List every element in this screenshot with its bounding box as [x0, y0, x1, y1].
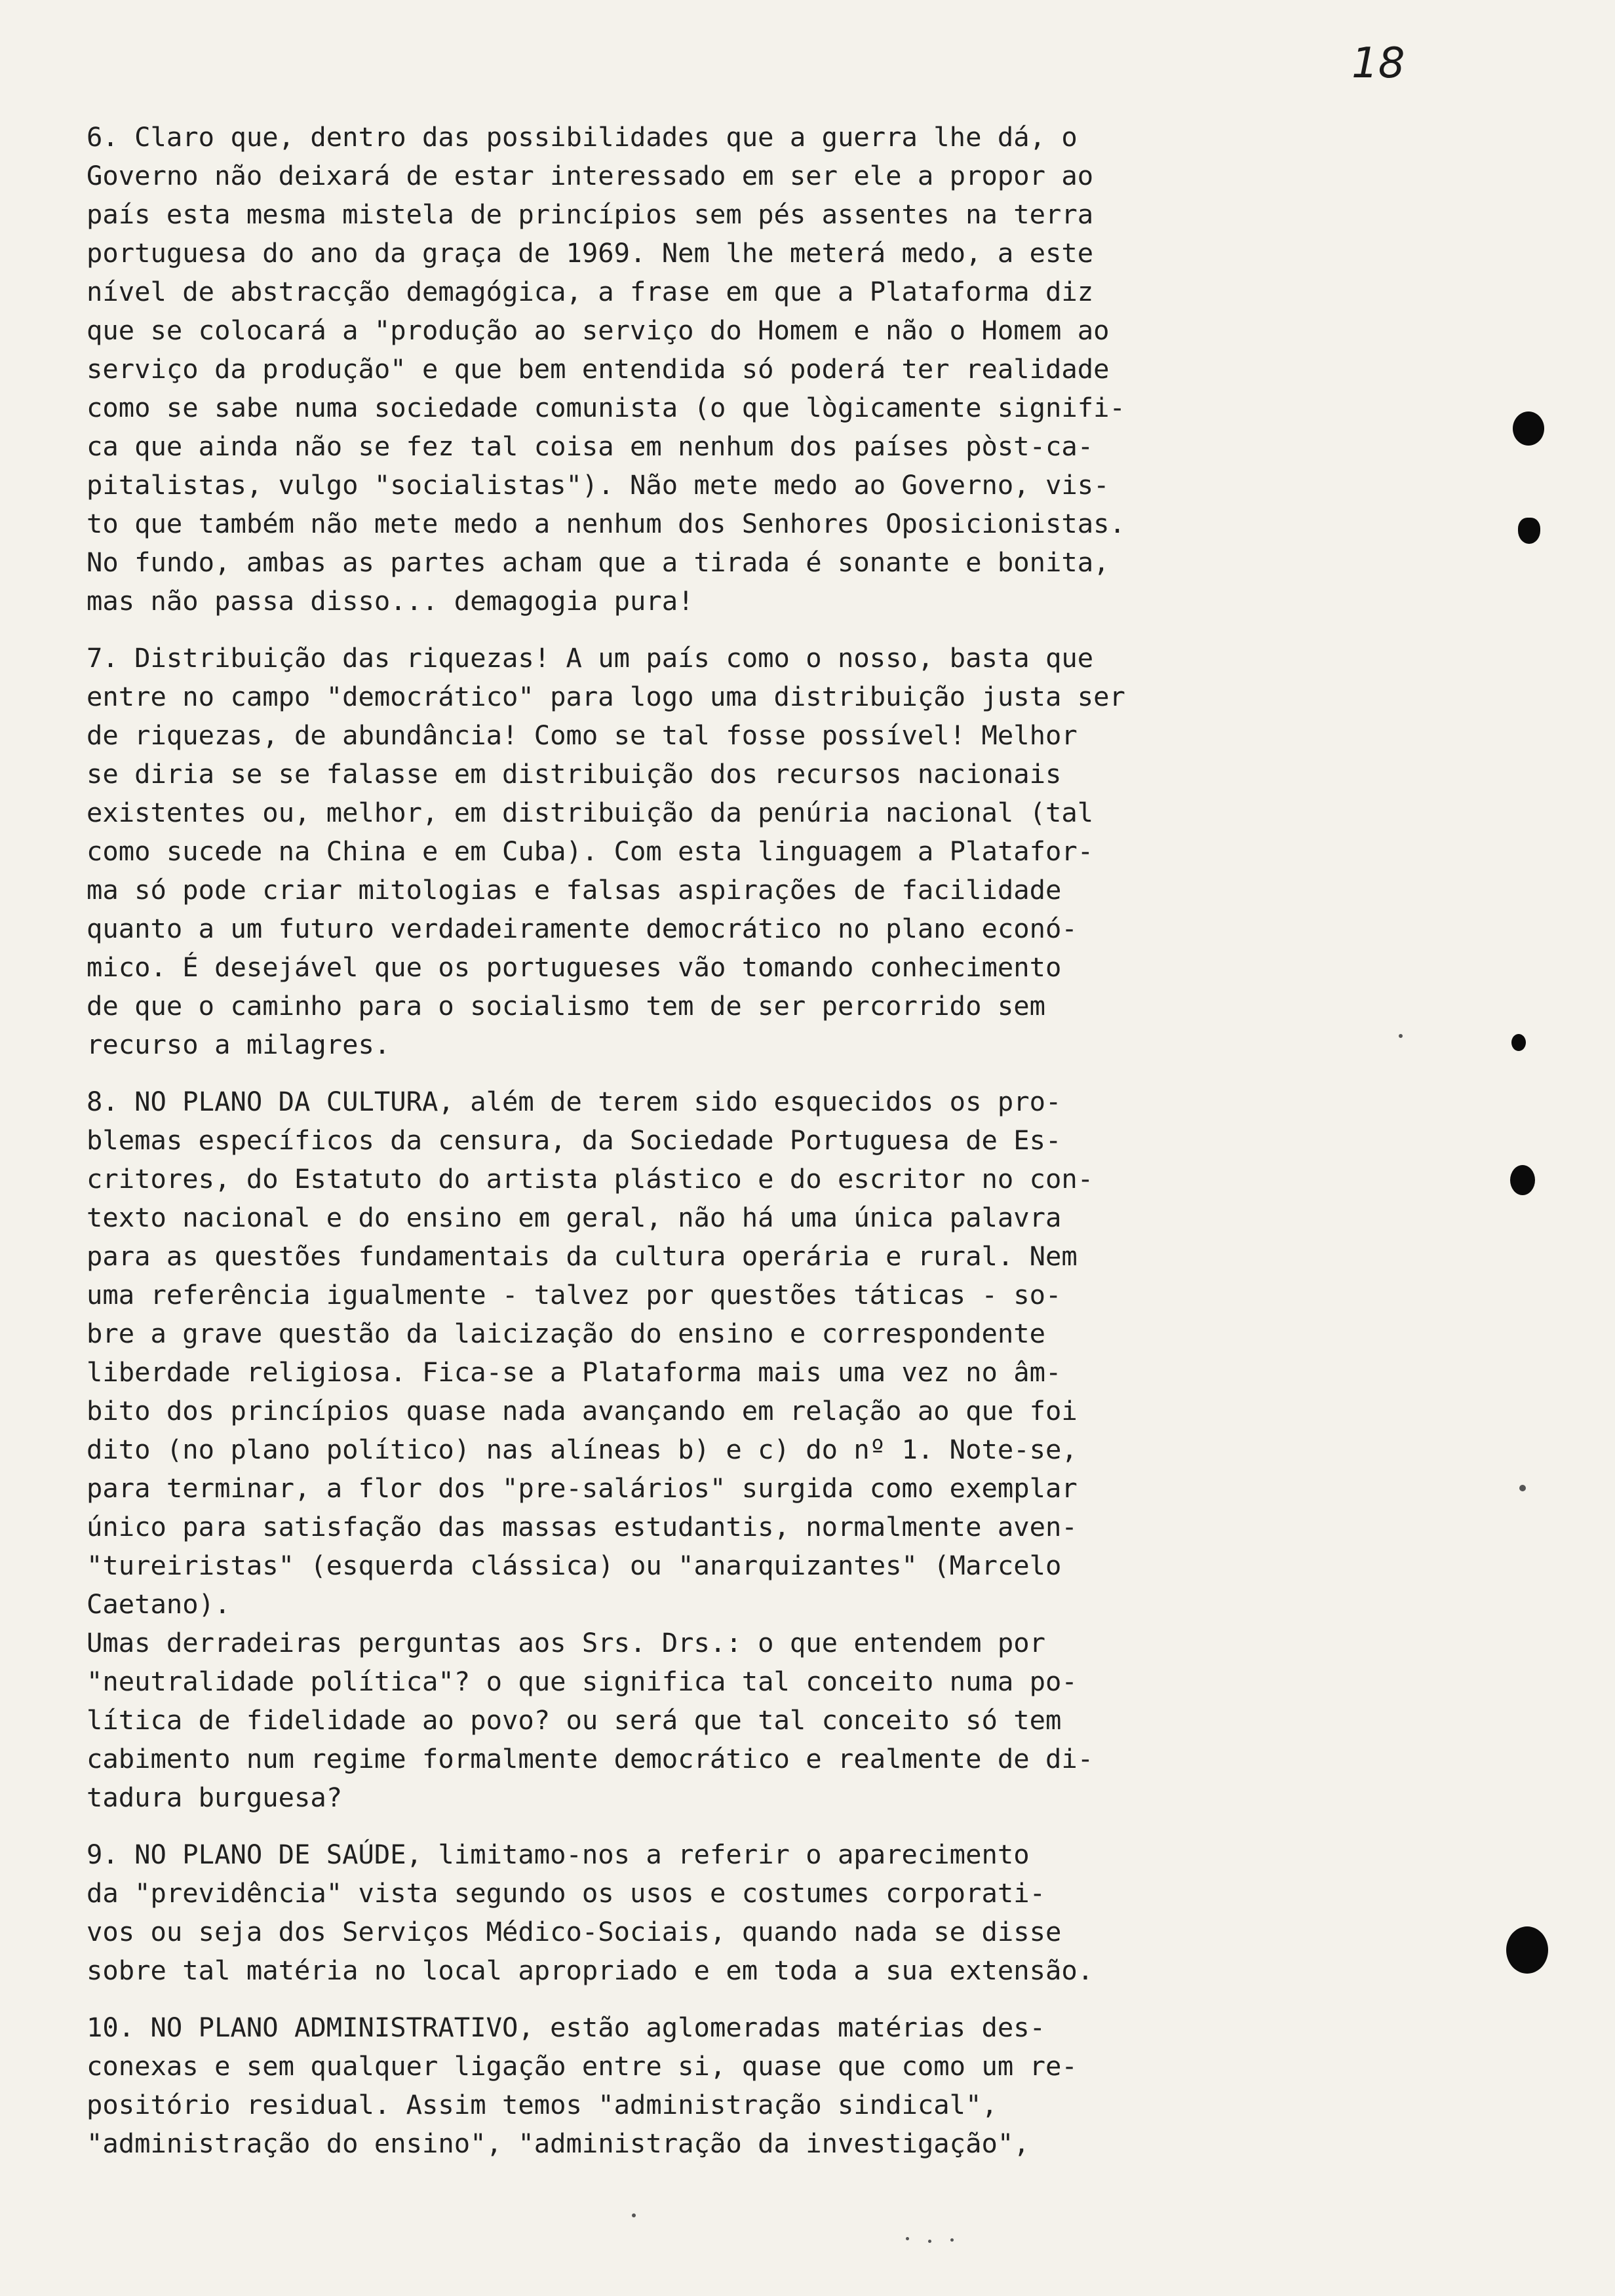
- text-line: liberdade religiosa. Fica-se a Plataforma mais uma vez no âm-: [87, 1356, 1062, 1388]
- text-line: Caetano).: [87, 1588, 231, 1620]
- text-line: tadura burguesa?: [87, 1782, 343, 1813]
- text-line: da "previdência" vista segundo os usos e costumes corporati-: [87, 1877, 1045, 1909]
- document-body: [87, 118, 1450, 2181]
- text-line: 7. Distribuição das riquezas! A um país como o nosso, basta que: [87, 642, 1094, 674]
- text-line: No fundo, ambas as partes acham que a tirada é sonante e bonita,: [87, 546, 1110, 578]
- paragraph-8: [87, 1082, 1450, 1817]
- text-line: se diria se se falasse em distribuição dos recursos nacionais: [87, 758, 1062, 790]
- text-line: vos ou seja dos Serviços Médico-Sociais, quando nada se disse: [87, 1916, 1062, 1947]
- text-line: dito (no plano político) nas alíneas b) e c) do nº 1. Note-se,: [87, 1434, 1078, 1465]
- paragraph-7: [87, 639, 1450, 1064]
- text-line: nível de abstracção demagógica, a frase em que a Plataforma diz: [87, 276, 1094, 307]
- text-line: blemas específicos da censura, da Sociedade Portuguesa de Es-: [87, 1124, 1062, 1156]
- text-line: existentes ou, melhor, em distribuição da penúria nacional (tal: [87, 797, 1094, 828]
- text-line: ca que ainda não se fez tal coisa em nenhum dos países pòst-ca-: [87, 430, 1094, 462]
- ink-speck: [1399, 1034, 1403, 1038]
- text-line: serviço da produção" e que bem entendida só poderá ter realidade: [87, 353, 1110, 385]
- text-line: "tureiristas" (esquerda clássica) ou "anarquizantes" (Marcelo: [87, 1550, 1062, 1581]
- paragraph-9: [87, 1835, 1450, 1990]
- text-line: cabimento num regime formalmente democrático e realmente de di-: [87, 1743, 1094, 1774]
- text-line: quanto a um futuro verdadeiramente democrático no plano econó-: [87, 913, 1078, 944]
- punch-hole-mark: [1513, 411, 1544, 446]
- ink-speck: [1519, 1485, 1526, 1491]
- text-line: lítica de fidelidade ao povo? ou será que tal conceito só tem: [87, 1704, 1062, 1736]
- text-line: 10. NO PLANO ADMINISTRATIVO, estão aglomeradas matérias des-: [87, 2012, 1045, 2043]
- text-line: como se sabe numa sociedade comunista (o que lògicamente signifi-: [87, 392, 1125, 423]
- text-line: pitalistas, vulgo "socialistas"). Não mete medo ao Governo, vis-: [87, 469, 1110, 501]
- punch-hole-mark: [1511, 1034, 1526, 1051]
- punch-hole-mark: [1506, 1926, 1548, 1974]
- paragraph-6: [87, 118, 1450, 621]
- text-line: único para satisfação das massas estudantis, normalmente aven-: [87, 1511, 1078, 1542]
- text-line: entre no campo "democrático" para logo uma distribuição justa ser: [87, 681, 1125, 712]
- text-line: sobre tal matéria no local apropriado e em toda a sua extensão.: [87, 1955, 1094, 1986]
- text-line: de que o caminho para o socialismo tem de ser percorrido sem: [87, 990, 1045, 1022]
- text-line: texto nacional e do ensino em geral, não há uma única palavra: [87, 1202, 1062, 1233]
- punch-hole-mark: [1510, 1165, 1535, 1195]
- text-line: critores, do Estatuto do artista plástico e do escritor no con-: [87, 1163, 1094, 1195]
- text-line: 9. NO PLANO DE SAÚDE, limitamo-nos a referir o aparecimento: [87, 1839, 1030, 1870]
- paragraph-10: [87, 2008, 1450, 2163]
- text-line: para as questões fundamentais da cultura operária e rural. Nem: [87, 1240, 1078, 1272]
- ink-speck: [950, 2238, 954, 2242]
- text-line: ma só pode criar mitologias e falsas aspirações de facilidade: [87, 874, 1062, 906]
- text-line: como sucede na China e em Cuba). Com esta linguagem a Platafor-: [87, 835, 1094, 867]
- text-line: bito dos princípios quase nada avançando em relação ao que foi: [87, 1395, 1078, 1426]
- text-line: uma referência igualmente - talvez por questões táticas - so-: [87, 1279, 1062, 1311]
- text-line: mico. É desejável que os portugueses vão tomando conhecimento: [87, 951, 1062, 983]
- text-line: bre a grave questão da laicização do ensino e correspondente: [87, 1318, 1045, 1349]
- text-line: Governo não deixará de estar interessado em ser ele a propor ao: [87, 160, 1094, 191]
- ink-speck: [928, 2240, 931, 2243]
- text-line: 6. Claro que, dentro das possibilidades que a guerra lhe dá, o: [87, 121, 1078, 153]
- text-line: que se colocará a "produção ao serviço do Homem e não o Homem ao: [87, 315, 1110, 346]
- text-line: Umas derradeiras perguntas aos Srs. Drs.: o que entendem por: [87, 1627, 1045, 1658]
- ink-speck: [906, 2237, 909, 2240]
- text-line: mas não passa disso... demagogia pura!: [87, 585, 694, 617]
- text-line: país esta mesma mistela de princípios sem pés assentes na terra: [87, 199, 1094, 230]
- text-line: portuguesa do ano da graça de 1969. Nem lhe meterá medo, a este: [87, 237, 1094, 269]
- text-line: conexas e sem qualquer ligação entre si, quase que como um re-: [87, 2050, 1078, 2082]
- page-number: 18: [1352, 39, 1405, 88]
- text-line: to que também não mete medo a nenhum dos Senhores Oposicionistas.: [87, 508, 1125, 539]
- text-line: recurso a milagres.: [87, 1029, 391, 1060]
- ink-speck: [632, 2213, 636, 2217]
- text-line: "neutralidade política"? o que significa tal conceito numa po-: [87, 1666, 1078, 1697]
- text-line: para terminar, a flor dos "pre-salários" surgida como exemplar: [87, 1472, 1078, 1504]
- text-line: positório residual. Assim temos "administração sindical",: [87, 2089, 998, 2120]
- punch-hole-mark: [1518, 518, 1540, 544]
- text-line: de riquezas, de abundância! Como se tal fosse possível! Melhor: [87, 719, 1078, 751]
- text-line: 8. NO PLANO DA CULTURA, além de terem sido esquecidos os pro-: [87, 1086, 1062, 1117]
- text-line: "administração do ensino", "administração da investigação",: [87, 2128, 1030, 2159]
